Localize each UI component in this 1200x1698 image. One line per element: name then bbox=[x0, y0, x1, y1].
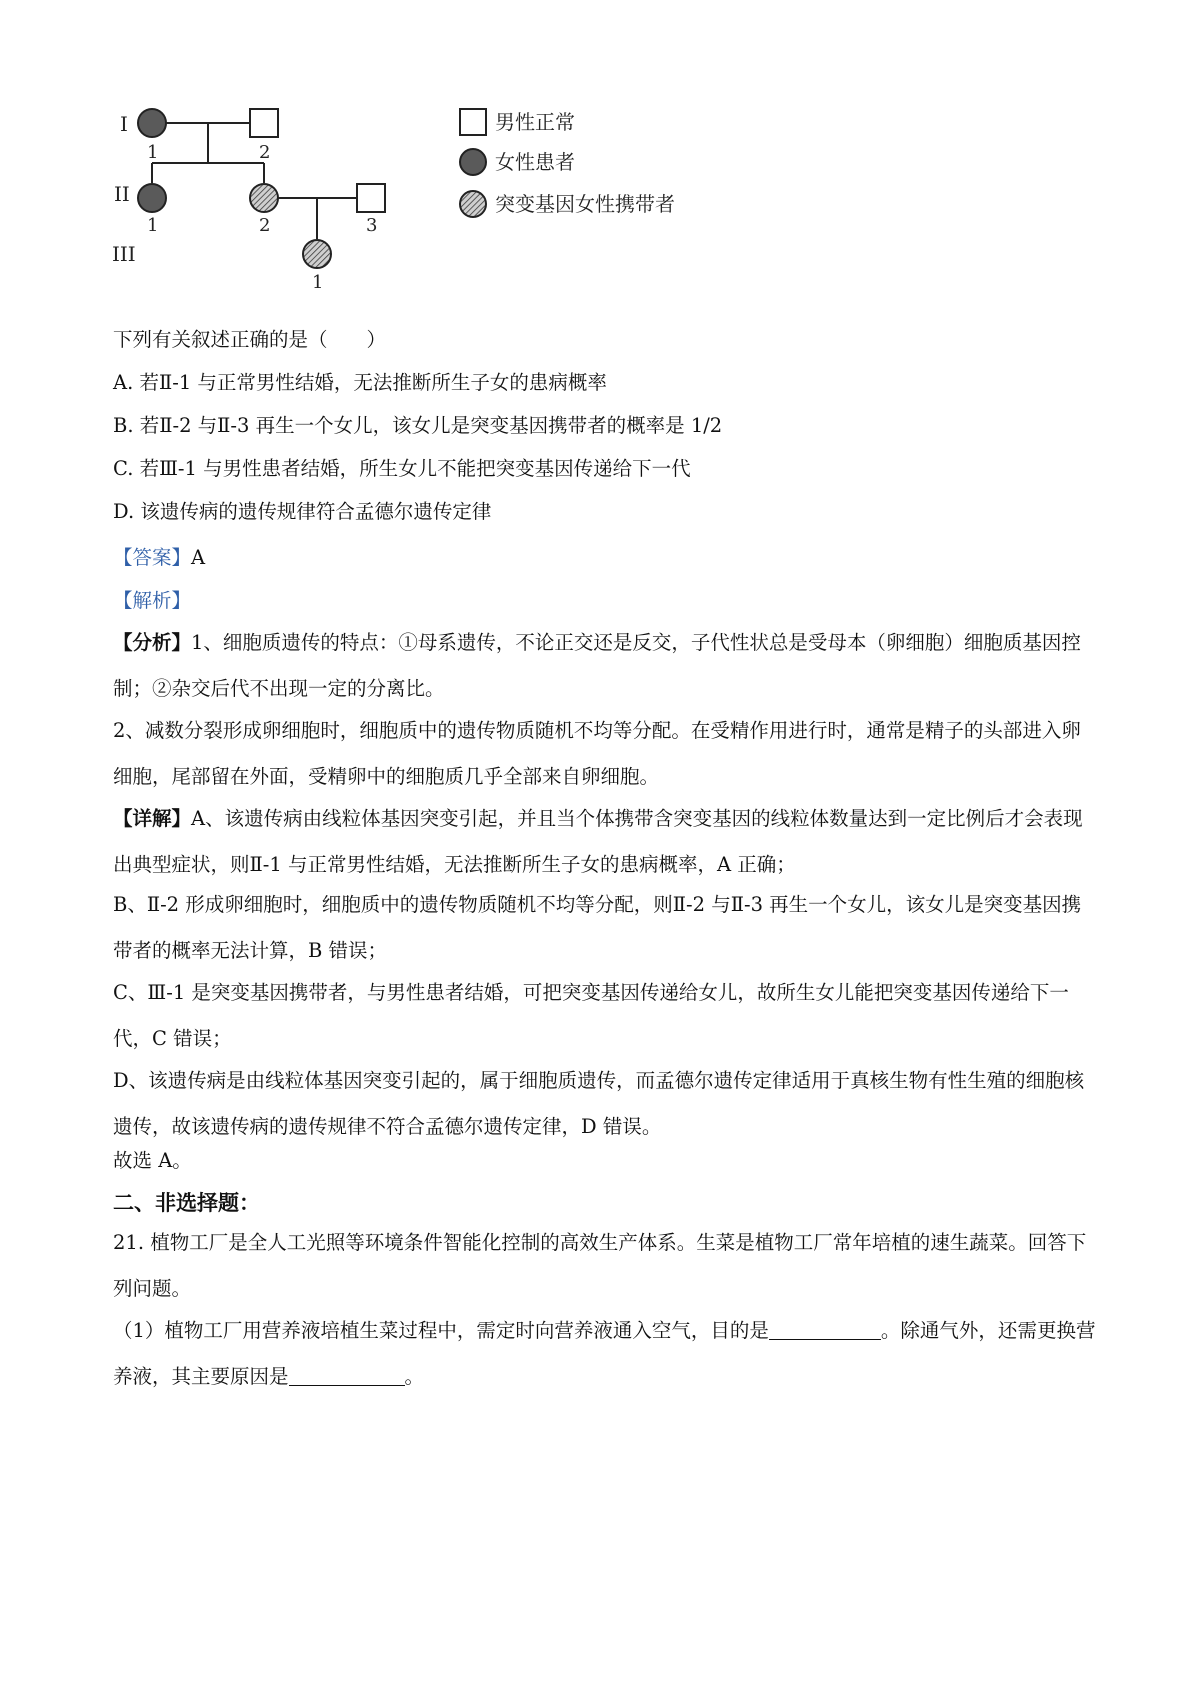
detail-label: 【详解】 bbox=[113, 807, 192, 830]
option-d: D. 该遗传病的遗传规律符合孟德尔遗传定律 bbox=[113, 500, 492, 523]
pedigree-diagram bbox=[0, 0, 800, 310]
individual-ii-2-carrier-female bbox=[250, 184, 278, 212]
q21-1-part2: 。除通气外，还 bbox=[880, 1319, 1018, 1342]
analysis-fenxi bbox=[113, 620, 1100, 712]
analysis-point-2: 2、减数分裂形成卵细胞时，细胞质中的遗传物质随机不均等分配。在受精作用进行时，通常是精子的头部进入卵细胞，尾部留在外面，受精卵中的细胞质几乎全部来自卵细胞。 bbox=[113, 719, 1081, 788]
fenxi-label: 【分析】 bbox=[113, 631, 192, 654]
label-i-2: 2 bbox=[259, 142, 271, 163]
analysis-detail-d: D、该遗传病是由线粒体基因突变引起的，属于细胞质遗传，而孟德尔遗传定律适用于真核生物有性生殖的细胞核遗传，故该遗传病的遗传规律不符合孟德尔遗传定律，D 错误。 bbox=[113, 1069, 1085, 1138]
option-b: B. 若Ⅱ-2 与Ⅱ-3 再生一个女儿，该女儿是突变基因携带者的概率是 1/2 bbox=[113, 414, 723, 437]
generation-label-i: I bbox=[120, 112, 128, 136]
analysis-detail-b: B、Ⅱ-2 形成卵细胞时，细胞质中的遗传物质随机不均等分配，则Ⅱ-2 与Ⅱ-3 再生一个女儿，该女儿是突变基因携带者的概率无法计算，B 错误； bbox=[113, 893, 1082, 962]
analysis-label: 【解析】 bbox=[113, 589, 192, 612]
pedigree-lines bbox=[152, 123, 357, 239]
label-ii-3: 3 bbox=[366, 215, 378, 236]
legend-label-affected-female: 女性患者 bbox=[495, 150, 575, 174]
individual-iii-1-carrier-female bbox=[303, 240, 331, 268]
legend-hatched-circle-icon bbox=[460, 191, 486, 217]
pedigree-legend bbox=[460, 109, 675, 217]
q21-1-part1: （1）植物工厂用营养液培植生菜过程中，需定时向营养液通入空气，目的是 bbox=[113, 1319, 769, 1342]
answer-line bbox=[113, 543, 205, 573]
fenxi-text: 1、细胞质遗传的特点：①母系遗传，不论正交还是反交，子代性状总是受母本（卵细胞）细胞质基因控制；②杂交后代不出现一定的分离比。 bbox=[113, 631, 1081, 700]
individual-i-2-normal-male bbox=[250, 109, 278, 137]
question-21-part-1 bbox=[113, 1308, 1100, 1400]
question-stem: 下列有关叙述正确的是（ ） bbox=[113, 328, 387, 351]
detail-a-text: A、该遗传病由线粒体基因突变引起，并且当个体携带含突变基因的线粒体数量达到一定比例后才会表现出典型症状，则Ⅱ-1 与正常男性结婚，无法推断所生子女的患病概率，A 正确； bbox=[113, 807, 1083, 876]
analysis-detail-a bbox=[113, 796, 1100, 888]
analysis-detail-c: C、Ⅲ-1 是突变基因携带者，与男性患者结婚，可把突变基因传递给女儿，故所生女儿能把突变基因传递给下一代，C 错误； bbox=[113, 981, 1069, 1050]
question-21-text: 21. 植物工厂是全人工光照等环境条件智能化控制的高效生产体系。生菜是植物工厂常年培植的速生蔬菜。回答下列问题。 bbox=[113, 1231, 1087, 1300]
label-i-1: 1 bbox=[147, 142, 159, 163]
individual-ii-1-affected-female bbox=[138, 184, 166, 212]
generation-label-ii: II bbox=[114, 182, 130, 206]
answer-blank-2[interactable] bbox=[289, 1365, 405, 1386]
label-iii-1: 1 bbox=[312, 272, 324, 293]
answer-value: A bbox=[191, 546, 206, 569]
legend-filled-circle-icon bbox=[460, 149, 486, 175]
legend-label-normal-male: 男性正常 bbox=[495, 110, 575, 134]
option-a: A. 若Ⅱ-1 与正常男性结婚，无法推断所生子女的患病概率 bbox=[113, 371, 607, 394]
option-c: C. 若Ⅲ-1 与男性患者结婚，所生女儿不能把突变基因传递给下一代 bbox=[113, 457, 691, 480]
label-ii-2: 2 bbox=[259, 215, 271, 236]
label-ii-1: 1 bbox=[147, 215, 159, 236]
individual-ii-3-normal-male bbox=[357, 184, 385, 212]
section-heading: 二、非选择题： bbox=[113, 1191, 260, 1215]
answer-blank-1[interactable] bbox=[769, 1319, 881, 1340]
analysis-conclusion: 故选 A。 bbox=[113, 1149, 192, 1172]
q21-1-part3: 需更换营养液，其主要原因是 bbox=[113, 1319, 1096, 1388]
q21-1-part4: 。 bbox=[404, 1365, 425, 1388]
generation-label-iii: III bbox=[112, 242, 136, 266]
legend-label-carrier-female: 突变基因女性携带者 bbox=[495, 192, 675, 216]
legend-square-icon bbox=[460, 109, 486, 135]
individual-i-1-affected-female bbox=[138, 109, 166, 137]
answer-label: 【答案】 bbox=[113, 546, 192, 569]
